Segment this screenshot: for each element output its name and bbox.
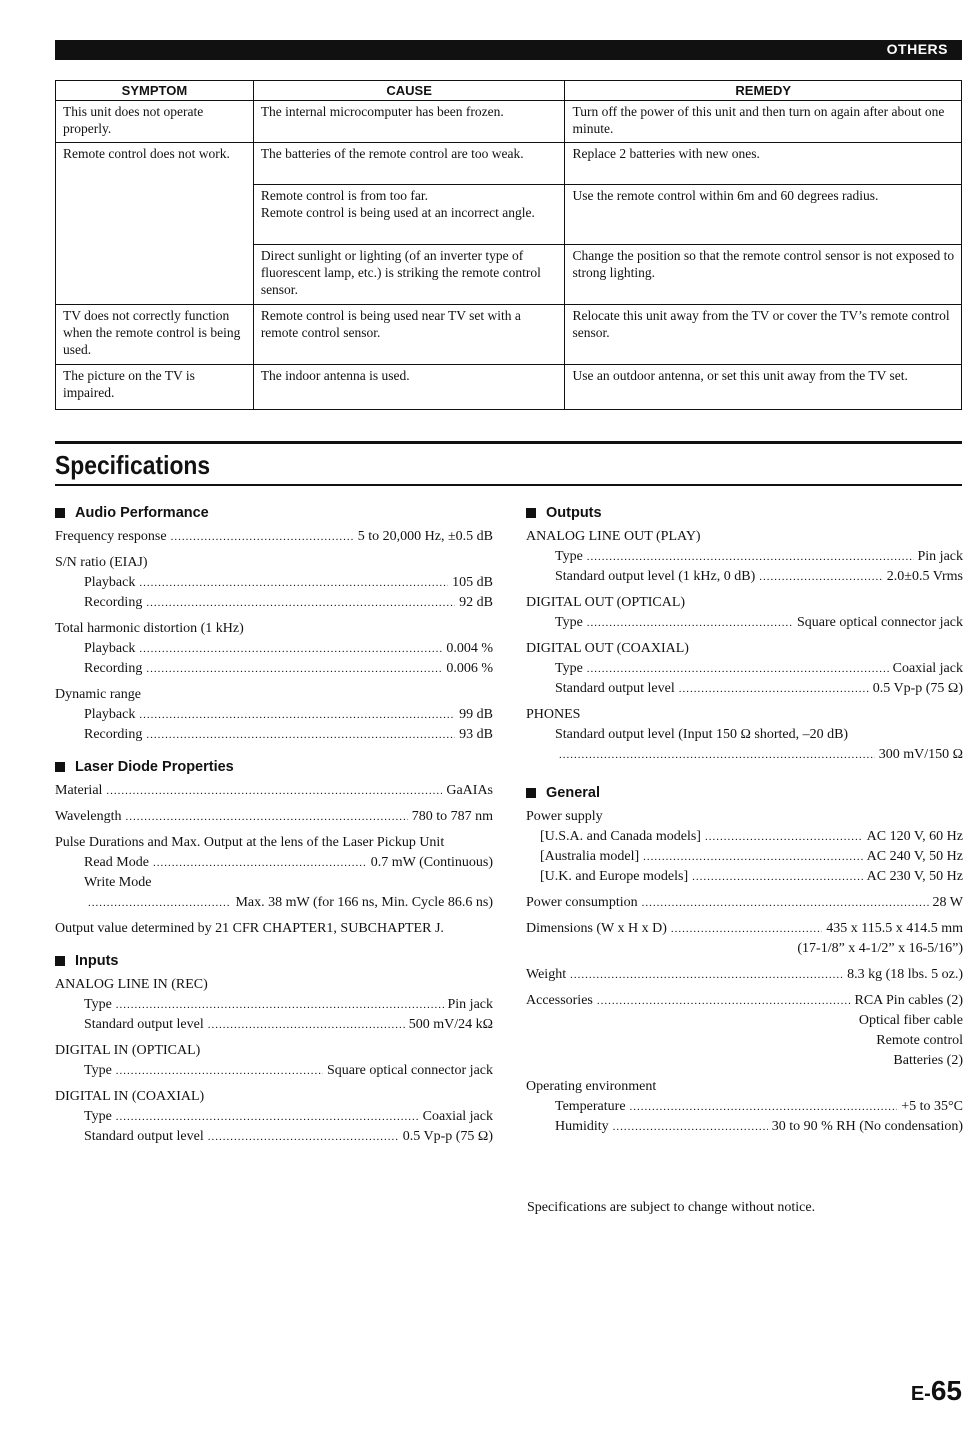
- spec-group-label: Power supply: [526, 809, 603, 824]
- spec-value: RCA Pin cables (2): [854, 993, 963, 1008]
- spec-group-label: DIGITAL OUT (OPTICAL): [526, 595, 686, 610]
- spec-label: Standard output level: [555, 681, 675, 696]
- spec-row: [55, 573, 493, 593]
- spec-value: 0.7 mW (Continuous): [370, 855, 493, 870]
- leader-dots: [587, 547, 914, 567]
- leader-dots: [116, 1061, 323, 1081]
- cause-cell: Remote control is being used near TV set with a remote control sensor.: [253, 305, 565, 365]
- leader-dots: [692, 867, 863, 887]
- symptom-cell: The picture on the TV is impaired.: [56, 365, 254, 410]
- table-header-row: [56, 81, 962, 101]
- leader-dots: [139, 573, 448, 593]
- spec-label: Humidity: [555, 1119, 609, 1134]
- leader-dots: [759, 567, 883, 587]
- section-header-bar: [55, 40, 962, 60]
- remedy-cell: Use an outdoor antenna, or set this unit away from the TV set.: [565, 365, 962, 410]
- leader-dots: [570, 965, 843, 985]
- spec-row: [55, 527, 493, 547]
- spec-value: Remote control: [876, 1033, 963, 1048]
- spec-label: Read Mode: [84, 855, 149, 870]
- spec-label: Standard output level: [84, 1129, 204, 1144]
- leader-dots: [642, 893, 929, 913]
- spec-label: Type: [555, 661, 583, 676]
- spec-value: 0.5 Vp-p (75 Ω): [402, 1129, 493, 1144]
- spec-group-label: PHONES: [526, 707, 581, 722]
- spec-value: 0.006 %: [446, 661, 493, 676]
- spec-label: Type: [84, 997, 112, 1012]
- section-heading-audio: [55, 503, 493, 523]
- spec-label: Recording: [84, 661, 143, 676]
- remedy-cell: Relocate this unit away from the TV or cover the TV’s remote control sensor.: [565, 305, 962, 365]
- leader-dots: [559, 745, 875, 765]
- symptom-cell: Remote control does not work.: [56, 143, 254, 305]
- section-heading-text: Inputs: [75, 953, 119, 969]
- spec-group-label: S/N ratio (EIAJ): [55, 555, 148, 570]
- title-rule-bottom: [55, 484, 962, 486]
- spec-label: Frequency response: [55, 529, 167, 544]
- spec-value: Batteries (2): [893, 1053, 963, 1068]
- cause-cell: The batteries of the remote control are too weak.: [253, 143, 565, 185]
- spec-row: [55, 1107, 493, 1127]
- spec-value: 8.3 kg (18 lbs. 5 oz.): [847, 967, 963, 982]
- spec-group-label: Dynamic range: [55, 687, 141, 702]
- leader-dots: [679, 679, 869, 699]
- troubleshooting-table: [55, 80, 962, 410]
- spec-row: [526, 965, 963, 985]
- section-heading-text: Laser Diode Properties: [75, 759, 234, 775]
- spec-column-right: [526, 503, 963, 1137]
- leader-dots: [597, 991, 851, 1011]
- spec-row: [526, 847, 963, 867]
- leader-dots: [630, 1097, 898, 1117]
- header-symptom: SYMPTOM: [56, 81, 254, 101]
- cause-cell: The indoor antenna is used.: [253, 365, 565, 410]
- table-row: [56, 305, 962, 365]
- cause-line: Remote control is from too far.: [260, 188, 429, 203]
- spec-group-label: DIGITAL IN (OPTICAL): [55, 1043, 201, 1058]
- spec-group-label: ANALOG LINE OUT (PLAY): [526, 529, 701, 544]
- spec-value: 105 dB: [452, 575, 493, 590]
- spec-value: 28 W: [932, 895, 963, 910]
- page-number-value: 65: [930, 1375, 962, 1406]
- spec-label: Standard output level (1 kHz, 0 dB): [555, 569, 756, 584]
- spec-value: +5 to 35°C: [901, 1099, 963, 1114]
- table-row: [56, 143, 962, 185]
- spec-row: [55, 725, 493, 745]
- page-prefix: E-: [910, 1383, 931, 1405]
- spec-label: Playback: [84, 575, 136, 590]
- leader-dots: [139, 639, 442, 659]
- spec-label: Accessories: [526, 993, 593, 1008]
- symptom-cell: TV does not correctly function when the remote control is being used.: [56, 305, 254, 365]
- section-heading-text: Audio Performance: [75, 505, 209, 521]
- spec-label: Type: [84, 1109, 112, 1124]
- spec-row: [526, 827, 963, 847]
- cause-cell: [253, 185, 565, 245]
- spec-value: 92 dB: [459, 595, 493, 610]
- spec-row: [55, 705, 493, 725]
- spec-label: Wavelength: [55, 809, 122, 824]
- spec-note: Output value determined by 21 CFR CHAPTER1, SUBCHAPTER J.: [55, 921, 444, 936]
- spec-row: [526, 745, 963, 765]
- spec-value: 2.0±0.5 Vrms: [886, 569, 963, 584]
- spec-row: [526, 659, 963, 679]
- spec-label: Standard output level: [84, 1017, 204, 1032]
- leader-dots: [705, 827, 863, 847]
- leader-dots: [587, 659, 889, 679]
- table-row: [56, 101, 962, 143]
- spec-label: [U.S.A. and Canada models]: [540, 829, 701, 844]
- spec-value: AC 120 V, 60 Hz: [866, 829, 963, 844]
- spec-row: [55, 659, 493, 679]
- spec-value: Coaxial jack: [422, 1109, 493, 1124]
- spec-row: [526, 679, 963, 699]
- page-number: [911, 1375, 962, 1407]
- spec-row: [55, 1061, 493, 1081]
- spec-group-label: Operating environment: [526, 1079, 657, 1094]
- spec-row: [526, 919, 963, 939]
- leader-dots: [643, 847, 863, 867]
- spec-value: 0.5 Vp-p (75 Ω): [872, 681, 963, 696]
- spec-value: 93 dB: [459, 727, 493, 742]
- spec-label: Write Mode: [84, 875, 152, 890]
- spec-row: [526, 893, 963, 913]
- leader-dots: [587, 613, 793, 633]
- section-heading-general: [526, 783, 963, 803]
- leader-dots: [208, 1015, 405, 1035]
- leader-dots: [671, 919, 822, 939]
- spec-group-label: DIGITAL IN (COAXIAL): [55, 1089, 205, 1104]
- leader-dots: [208, 1127, 399, 1147]
- leader-dots: [88, 893, 231, 913]
- remedy-cell: Turn off the power of this unit and then turn on again after about one minute.: [565, 101, 962, 143]
- leader-dots: [146, 659, 442, 679]
- leader-dots: [126, 807, 408, 827]
- spec-group-label: Total harmonic distortion (1 kHz): [55, 621, 244, 636]
- square-bullet-icon: [55, 956, 65, 966]
- spec-label: [Australia model]: [540, 849, 640, 864]
- spec-row: [526, 613, 963, 633]
- spec-label: Playback: [84, 707, 136, 722]
- spec-row: [526, 1097, 963, 1117]
- spec-label: Temperature: [555, 1099, 626, 1114]
- spec-row: [526, 567, 963, 587]
- spec-row: [55, 1127, 493, 1147]
- spec-value: 435 x 115.5 x 414.5 mm: [826, 921, 963, 936]
- spec-group-label: DIGITAL OUT (COAXIAL): [526, 641, 689, 656]
- header-remedy: REMEDY: [565, 81, 962, 101]
- cause-cell: Direct sunlight or lighting (of an inverter type of fluorescent lamp, etc.) is striking the remote control sensor.: [253, 245, 565, 305]
- header-cause: CAUSE: [253, 81, 565, 101]
- spec-label: Weight: [526, 967, 567, 982]
- section-heading-text: Outputs: [546, 505, 602, 521]
- leader-dots: [171, 527, 354, 547]
- spec-value: AC 230 V, 50 Hz: [866, 869, 963, 884]
- spec-value: (17-1/8” x 4-1/2” x 16-5/16”): [797, 941, 963, 956]
- square-bullet-icon: [526, 788, 536, 798]
- page-title: Specifications: [55, 450, 211, 480]
- leader-dots: [116, 1107, 419, 1127]
- spec-row: [526, 991, 963, 1011]
- spec-column-left: [55, 503, 493, 1147]
- spec-row: [55, 1015, 493, 1035]
- spec-label: Recording: [84, 727, 143, 742]
- spec-value: 99 dB: [459, 707, 493, 722]
- leader-dots: [106, 781, 442, 801]
- square-bullet-icon: [55, 508, 65, 518]
- spec-row: [55, 593, 493, 613]
- spec-label: Type: [84, 1063, 112, 1078]
- spec-label: [U.K. and Europe models]: [540, 869, 689, 884]
- spec-label: Type: [555, 615, 583, 630]
- spec-value: AC 240 V, 50 Hz: [866, 849, 963, 864]
- spec-row: [526, 867, 963, 887]
- spec-row: [55, 853, 493, 873]
- spec-label: Material: [55, 783, 103, 798]
- leader-dots: [146, 593, 455, 613]
- spec-value: Optical fiber cable: [858, 1013, 963, 1028]
- spec-value: Pin jack: [447, 997, 493, 1012]
- spec-label: Type: [555, 549, 583, 564]
- spec-row: [526, 547, 963, 567]
- spec-row: [55, 995, 493, 1015]
- square-bullet-icon: [55, 762, 65, 772]
- spec-value: 500 mV/24 kΩ: [408, 1017, 493, 1032]
- spec-label: Playback: [84, 641, 136, 656]
- spec-group-label: ANALOG LINE IN (REC): [55, 977, 208, 992]
- spec-label: Power consumption: [526, 895, 638, 910]
- spec-value: Max. 38 mW (for 166 ns, Min. Cycle 86.6 ns): [235, 895, 493, 910]
- spec-value: 5 to 20,000 Hz, ±0.5 dB: [357, 529, 493, 544]
- section-heading-text: General: [546, 785, 600, 801]
- leader-dots: [139, 705, 455, 725]
- spec-value: Coaxial jack: [892, 661, 963, 676]
- spec-value: 300 mV/150 Ω: [878, 747, 963, 762]
- specifications-notice: Specifications are subject to change without notice.: [527, 1200, 816, 1215]
- spec-row: [55, 807, 493, 827]
- spec-row: [55, 639, 493, 659]
- spec-value: 780 to 787 nm: [411, 809, 493, 824]
- spec-row: [55, 893, 493, 913]
- leader-dots: [146, 725, 455, 745]
- cause-cell: The internal microcomputer has been frozen.: [253, 101, 565, 143]
- spec-value: Square optical connector jack: [327, 1063, 493, 1078]
- section-heading-inputs: [55, 951, 493, 971]
- title-rule-top: [55, 441, 962, 444]
- leader-dots: [153, 853, 367, 873]
- spec-value: Square optical connector jack: [797, 615, 963, 630]
- leader-dots: [116, 995, 444, 1015]
- spec-label: Standard output level (Input 150 Ω shorted, –20 dB): [555, 727, 849, 742]
- section-heading-outputs: [526, 503, 963, 523]
- spec-group-label: Pulse Durations and Max. Output at the lens of the Laser Pickup Unit: [55, 835, 445, 850]
- section-heading-laser: [55, 757, 493, 777]
- spec-value: Pin jack: [917, 549, 963, 564]
- spec-value: 0.004 %: [446, 641, 493, 656]
- symptom-cell: This unit does not operate properly.: [56, 101, 254, 143]
- cause-line: Remote control is being used at an incorrect angle.: [260, 205, 535, 220]
- section-tag: OTHERS: [886, 41, 948, 57]
- spec-value: GaAIAs: [446, 783, 493, 798]
- remedy-cell: Change the position so that the remote control sensor is not exposed to strong lighting.: [565, 245, 962, 305]
- table-row: [56, 365, 962, 410]
- spec-label: Recording: [84, 595, 143, 610]
- spec-label: Dimensions (W x H x D): [526, 921, 667, 936]
- spec-row: [526, 1117, 963, 1137]
- remedy-cell: Use the remote control within 6m and 60 degrees radius.: [565, 185, 962, 245]
- remedy-cell: Replace 2 batteries with new ones.: [565, 143, 962, 185]
- leader-dots: [613, 1117, 768, 1137]
- spec-row: [55, 781, 493, 801]
- spec-value: 30 to 90 % RH (No condensation): [771, 1119, 963, 1134]
- square-bullet-icon: [526, 508, 536, 518]
